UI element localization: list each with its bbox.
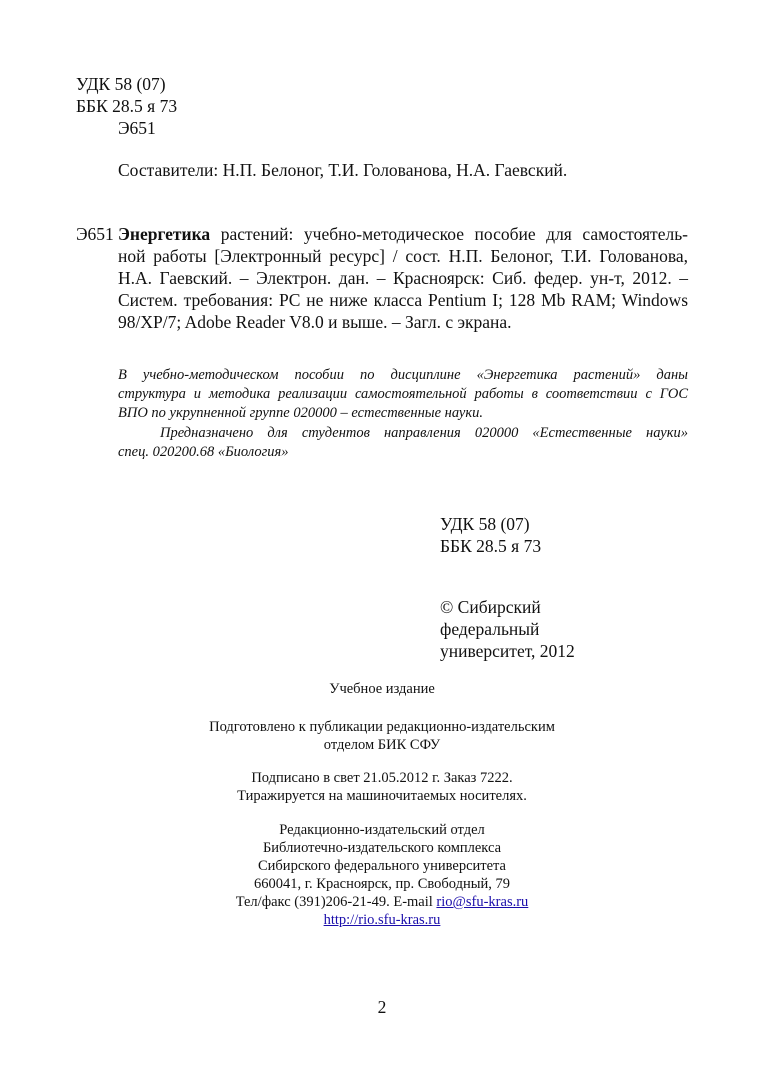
bib-line-4: Систем. требования: PC не ниже класса Pentium I; 128 Mb RAM; Windows	[118, 290, 688, 310]
bib-line-1-rest: растений: учебно-методическое пособие для самостоятель-	[220, 224, 689, 244]
bbk-code-right: ББК 28.5 я 73	[440, 536, 542, 556]
udk-code: УДК 58 (07)	[76, 74, 166, 94]
abstract-line-5: спец. 020200.68 «Биология»	[118, 444, 289, 460]
copyright-line-1: © Сибирский	[440, 597, 541, 617]
phone-text: Тел/факс (391)206-21-49. E-mail	[235, 894, 437, 910]
bib-line-3: Н.А. Гаевский. – Электрон. дан. – Красноярск: Сиб. федер. ун-т, 2012. –	[118, 268, 688, 288]
copyright-line-3: университет, 2012	[440, 641, 575, 661]
website-line	[0, 911, 764, 930]
compilers: Составители: Н.П. Белоног, Т.И. Голованова, Н.А. Гаевский.	[118, 160, 568, 180]
abstract-line-2: структура и методика реализации самостоятельной работы в соответствии с ГОС	[118, 386, 688, 402]
abstract-line-3: ВПО по укрупненной группе 020000 – естественные науки.	[118, 405, 484, 421]
signed-date: Подписано в свет 21.05.2012 г. Заказ 7222.	[251, 770, 513, 786]
abstract-line-4: Предназначено для студентов направления 020000 «Естественные науки»	[160, 425, 688, 441]
website-link[interactable]: http://rio.sfu-kras.ru	[323, 912, 441, 928]
page-number: 2	[377, 997, 387, 1017]
bib-title: Энергетика	[118, 224, 211, 244]
udk-code-right: УДК 58 (07)	[440, 514, 530, 534]
address: 660041, г. Красноярск, пр. Свободный, 79	[253, 876, 510, 892]
bib-line-1	[118, 223, 688, 245]
dept-line-1: Редакционно-издательский отдел	[279, 822, 485, 838]
abstract-line-1: В учебно-методическом пособии по дисциплине «Энергетика растений» даны	[118, 367, 688, 383]
bib-line-5: 98/XP/7; Adobe Reader V8.0 и выше. – Загл. с экрана.	[118, 312, 512, 332]
email-link[interactable]: rio@sfu-kras.ru	[436, 894, 529, 910]
prepared-line-2: отделом БИК СФУ	[323, 737, 441, 753]
edition-type: Учебное издание	[329, 681, 435, 697]
contact-line	[0, 893, 764, 912]
author-mark: Э651	[118, 118, 156, 138]
dept-line-2: Библиотечно-издательского комплекса	[262, 840, 502, 856]
copyright-line-2: федеральный	[440, 619, 540, 639]
prepared-line-1: Подготовлено к публикации редакционно-издательским	[209, 719, 555, 735]
replication-note: Тиражируется на машиночитаемых носителях.	[237, 788, 527, 804]
bib-line-2: ной работы [Электронный ресурс] / сост. Н.П. Белоног, Т.И. Голованова,	[118, 246, 688, 266]
bbk-code: ББК 28.5 я 73	[76, 96, 178, 116]
bib-mark: Э651	[76, 224, 114, 244]
dept-line-3: Сибирского федерального университета	[258, 858, 506, 874]
